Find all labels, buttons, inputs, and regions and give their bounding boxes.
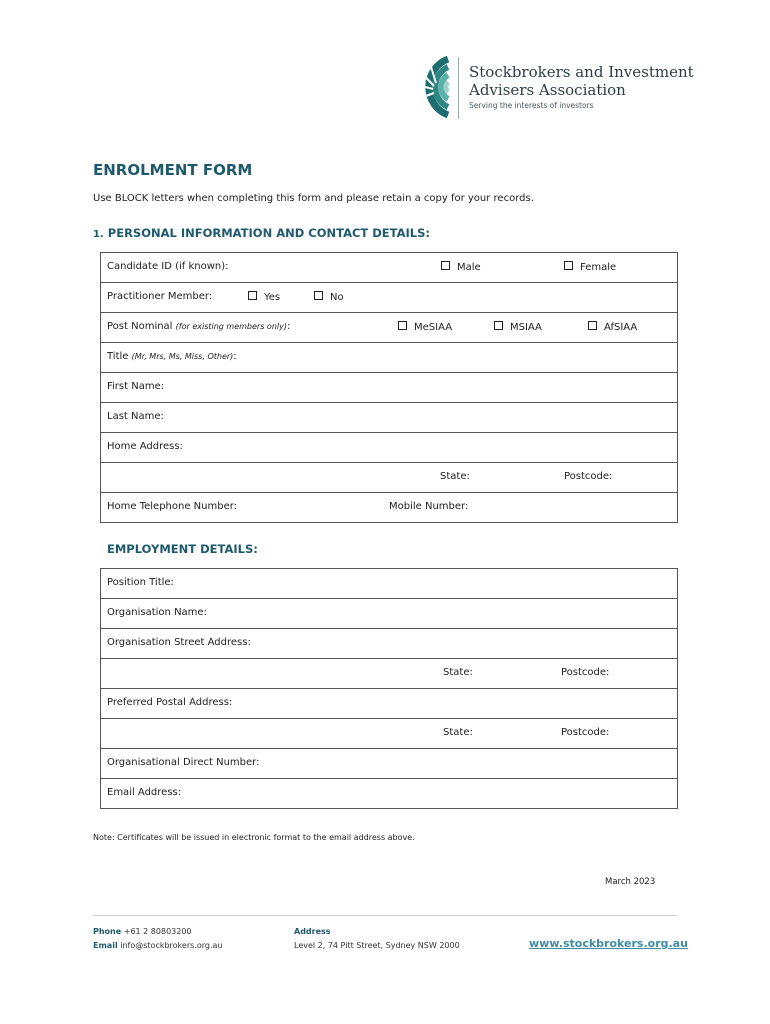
afsiaa-option[interactable] bbox=[588, 321, 637, 333]
mesiaa-checkbox[interactable] bbox=[398, 321, 407, 330]
employment-details-table bbox=[100, 568, 678, 809]
form-title: ENROLMENT FORM bbox=[93, 161, 253, 179]
footer-divider bbox=[93, 915, 677, 916]
afsiaa-label: AfSIAA bbox=[604, 322, 638, 333]
postal-address-field[interactable]: Preferred Postal Address: bbox=[107, 697, 233, 708]
home-phone-field[interactable]: Home Telephone Number: bbox=[107, 501, 238, 512]
phone-label: Phone bbox=[93, 927, 122, 936]
mesiaa-option[interactable] bbox=[398, 321, 452, 333]
table-row bbox=[101, 659, 678, 689]
home-address-field[interactable]: Home Address: bbox=[107, 441, 183, 452]
male-checkbox[interactable] bbox=[441, 261, 450, 270]
last-name-field[interactable]: Last Name: bbox=[107, 411, 164, 422]
post-nominal-label bbox=[107, 321, 290, 332]
org-state-field[interactable]: State: bbox=[443, 667, 473, 678]
title-colon: : bbox=[233, 351, 237, 362]
email-label: Email bbox=[93, 941, 118, 950]
female-checkbox[interactable] bbox=[564, 261, 573, 270]
association-logo bbox=[406, 53, 694, 123]
position-title-field[interactable]: Position Title: bbox=[107, 577, 174, 588]
website-link[interactable]: www.stockbrokers.org.au bbox=[529, 937, 688, 950]
msiaa-option[interactable] bbox=[494, 321, 542, 333]
table-row bbox=[101, 403, 678, 433]
email-address-field[interactable]: Email Address: bbox=[107, 787, 182, 798]
msiaa-label: MSIAA bbox=[510, 322, 542, 333]
post-nominal-text: Post Nominal bbox=[107, 321, 173, 332]
footer-phone bbox=[93, 927, 192, 936]
title-field-label[interactable] bbox=[107, 351, 237, 362]
table-row bbox=[101, 283, 678, 313]
table-row bbox=[101, 433, 678, 463]
title-text: Title bbox=[107, 351, 129, 362]
postal-state-field[interactable]: State: bbox=[443, 727, 473, 738]
table-row bbox=[101, 689, 678, 719]
form-date: March 2023 bbox=[605, 877, 656, 887]
footer-email bbox=[93, 941, 222, 950]
female-label: Female bbox=[580, 262, 617, 273]
mobile-field[interactable]: Mobile Number: bbox=[389, 501, 469, 512]
mesiaa-label: MeSIAA bbox=[414, 322, 453, 333]
practitioner-member-label: Practitioner Member: bbox=[107, 291, 213, 302]
female-option[interactable] bbox=[564, 261, 616, 273]
table-row bbox=[101, 253, 678, 283]
section-employment-title: EMPLOYMENT DETAILS: bbox=[107, 542, 258, 556]
direct-number-field[interactable]: Organisational Direct Number: bbox=[107, 757, 260, 768]
personal-details-table bbox=[100, 252, 678, 523]
title-note: (Mr, Mrs, Ms, Miss, Other) bbox=[131, 352, 234, 361]
organisation-name-field[interactable]: Organisation Name: bbox=[107, 607, 207, 618]
no-checkbox[interactable] bbox=[314, 291, 323, 300]
table-row bbox=[101, 779, 678, 809]
yes-checkbox[interactable] bbox=[248, 291, 257, 300]
address-label: Address bbox=[294, 927, 331, 936]
table-row bbox=[101, 569, 678, 599]
home-postcode-field[interactable]: Postcode: bbox=[564, 471, 613, 482]
org-postcode-field[interactable]: Postcode: bbox=[561, 667, 610, 678]
org-name-line1: Stockbrokers and Investment bbox=[469, 63, 694, 81]
no-option[interactable] bbox=[314, 291, 344, 303]
table-row bbox=[101, 599, 678, 629]
org-name-line2: Advisers Association bbox=[469, 81, 626, 99]
form-intro: Use BLOCK letters when completing this form and please retain a copy for your records. bbox=[93, 193, 534, 204]
yes-option[interactable] bbox=[248, 291, 280, 303]
email-link[interactable]: info@stockbrokers.org.au bbox=[120, 941, 223, 950]
candidate-id-label: Candidate ID (if known): bbox=[107, 261, 229, 272]
logo-arcs-icon bbox=[406, 53, 454, 121]
table-row bbox=[101, 629, 678, 659]
table-row bbox=[101, 463, 678, 493]
male-option[interactable] bbox=[441, 261, 481, 273]
postal-postcode-field[interactable]: Postcode: bbox=[561, 727, 610, 738]
table-row bbox=[101, 493, 678, 523]
phone-number[interactable]: +61 2 80803200 bbox=[123, 927, 192, 936]
home-state-field[interactable]: State: bbox=[440, 471, 470, 482]
table-row bbox=[101, 373, 678, 403]
table-row bbox=[101, 749, 678, 779]
section-number: 1. bbox=[93, 229, 104, 240]
msiaa-checkbox[interactable] bbox=[494, 321, 503, 330]
footer-address-label bbox=[294, 927, 331, 936]
yes-label: Yes bbox=[264, 292, 281, 303]
org-name bbox=[469, 63, 694, 99]
organisation-street-field[interactable]: Organisation Street Address: bbox=[107, 637, 251, 648]
table-row bbox=[101, 719, 678, 749]
post-nominal-colon: : bbox=[286, 321, 291, 332]
table-row bbox=[101, 313, 678, 343]
no-label: No bbox=[330, 292, 344, 303]
footer-address: Level 2, 74 Pitt Street, Sydney NSW 2000 bbox=[294, 941, 460, 950]
logo-divider bbox=[458, 57, 459, 119]
male-label: Male bbox=[457, 262, 481, 273]
section-personal-title bbox=[93, 226, 430, 240]
first-name-field[interactable]: First Name: bbox=[107, 381, 165, 392]
section-title-text: PERSONAL INFORMATION AND CONTACT DETAILS: bbox=[107, 226, 431, 240]
post-nominal-note: (for existing members only) bbox=[175, 322, 287, 331]
afsiaa-checkbox[interactable] bbox=[588, 321, 597, 330]
org-tagline: Serving the interests of investors bbox=[469, 101, 594, 110]
table-row bbox=[101, 343, 678, 373]
certificate-note: Note: Certificates will be issued in electronic format to the email address above. bbox=[93, 833, 415, 842]
